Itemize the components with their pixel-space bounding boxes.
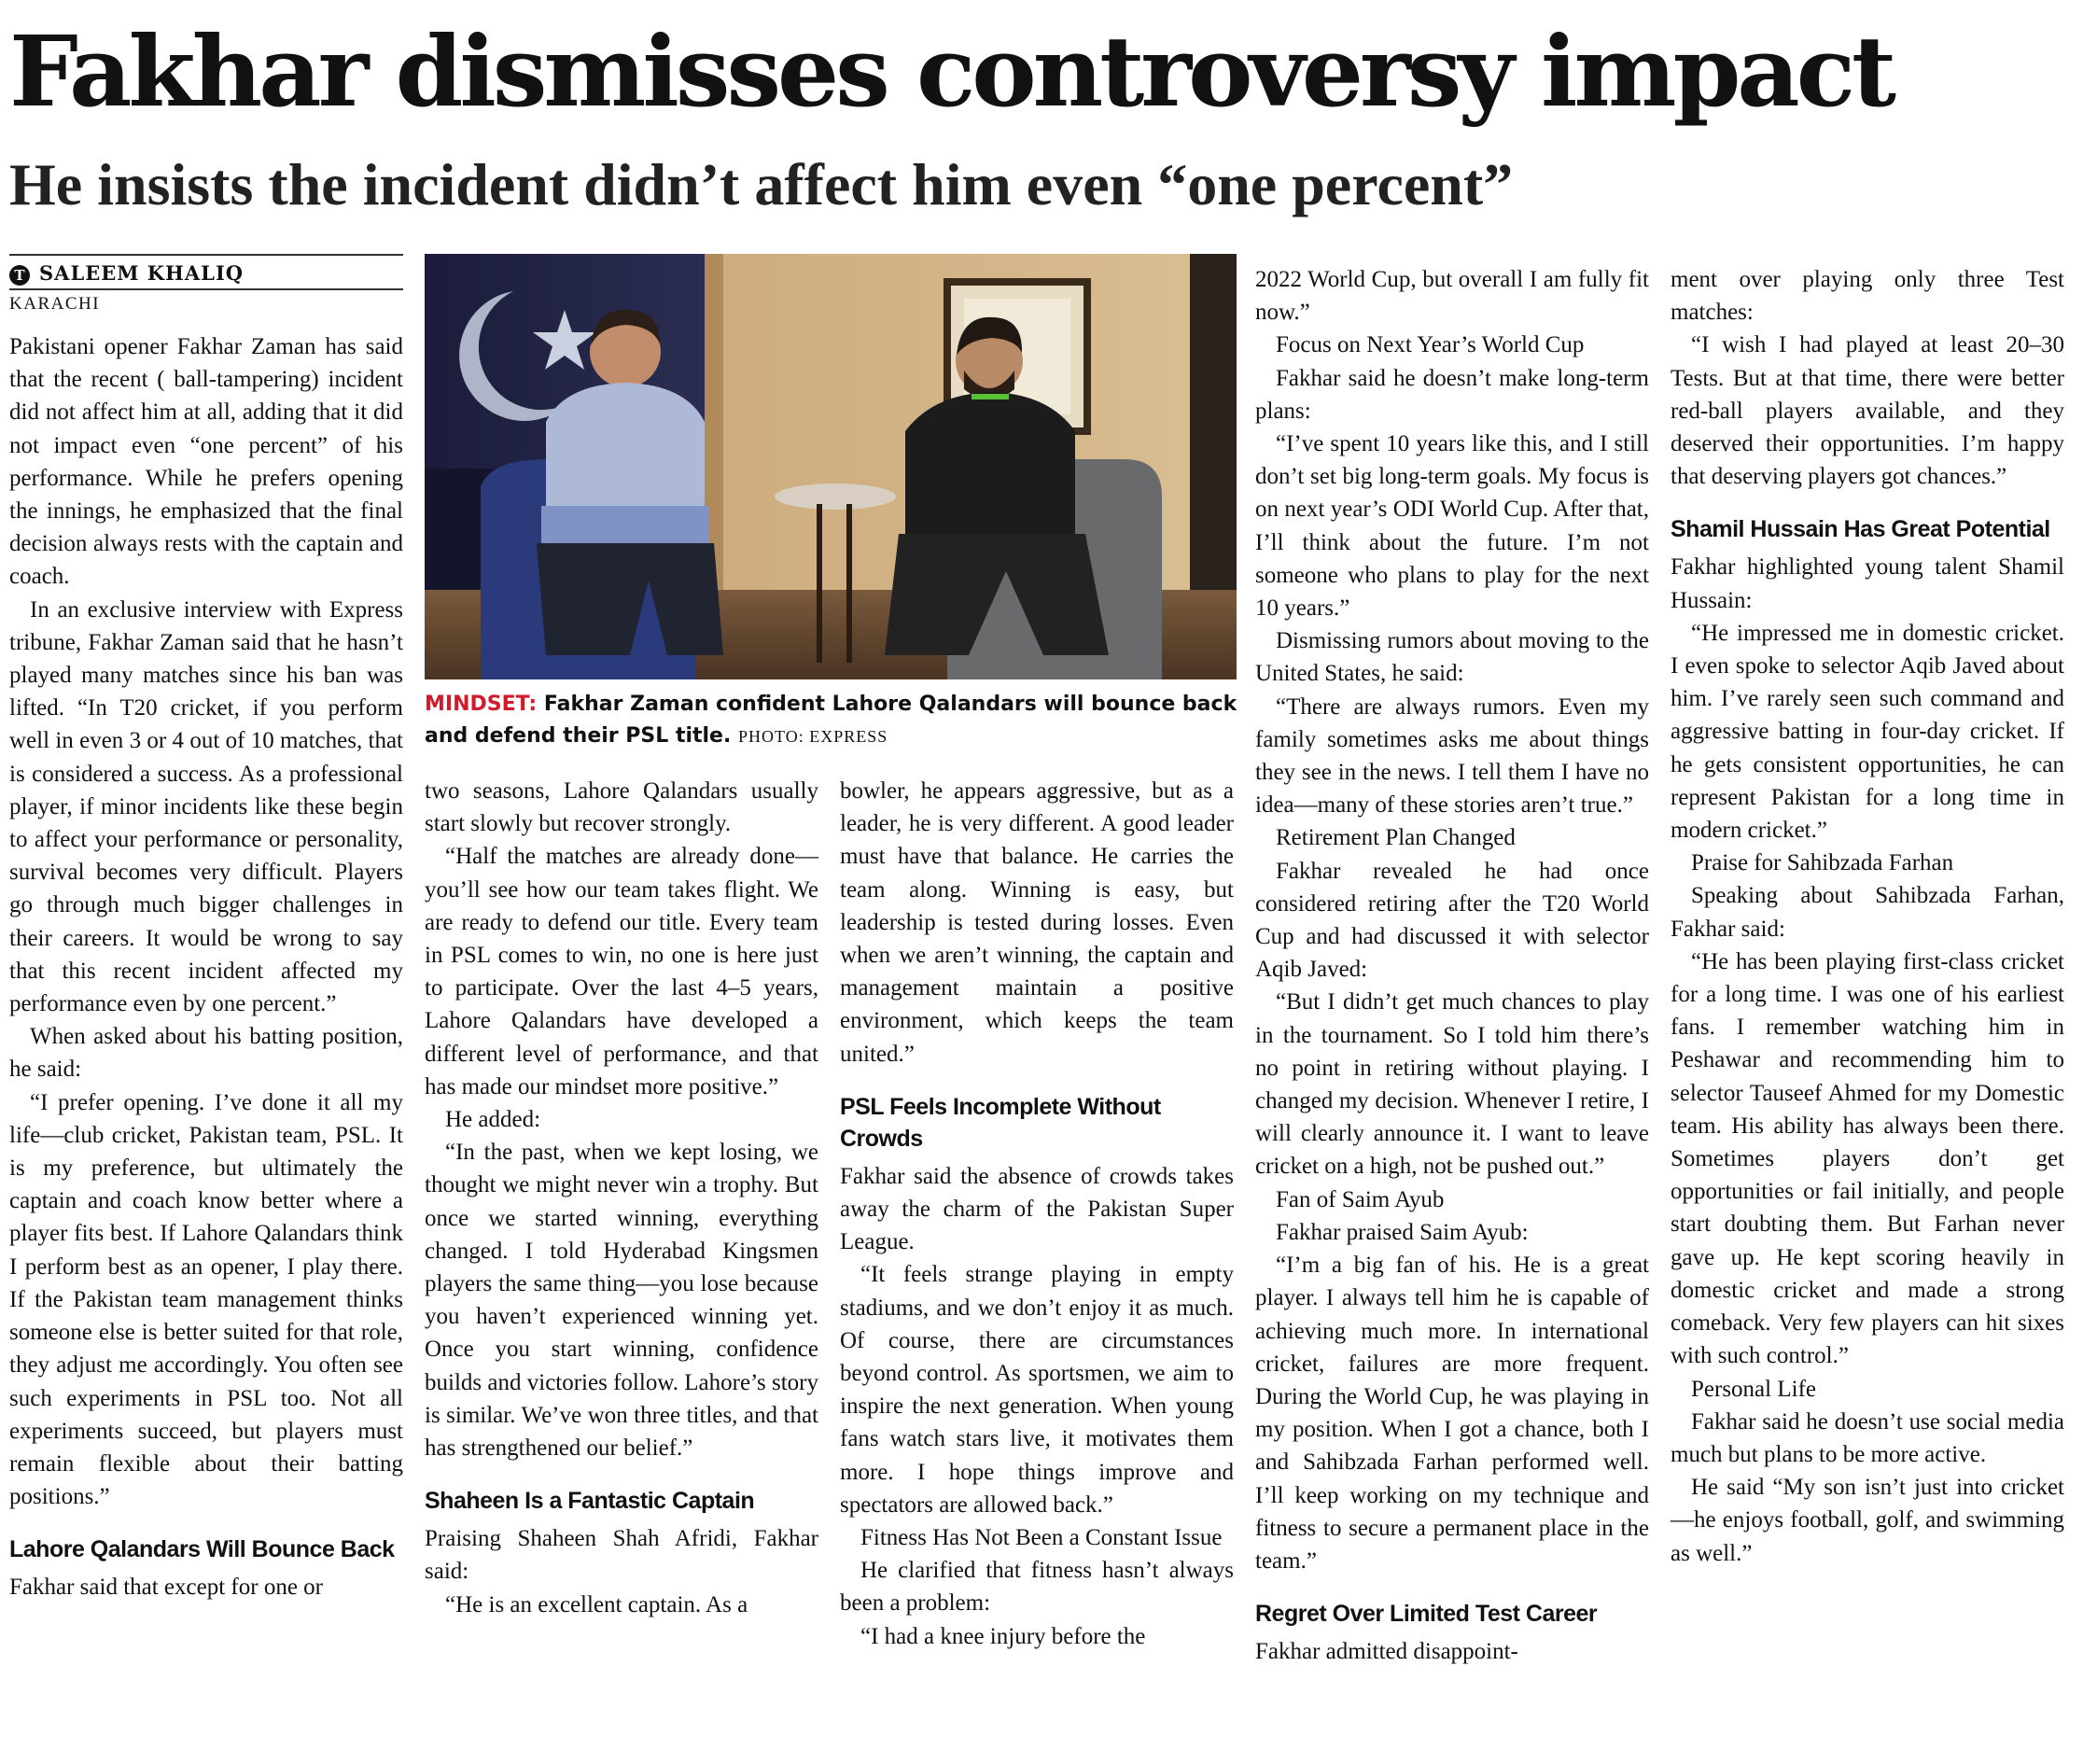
paragraph: “I wish I had played at least 20–30 Tests. But at that time, there were better red-ball players available, and they deserved their opportunities. I’m happy that deserving players got chances.” <box>1671 332 2064 490</box>
dateline: KARACHI <box>9 294 101 314</box>
section-heading: Shamil Hussain Has Great Potential <box>1671 516 2050 543</box>
article-photo <box>425 254 1237 679</box>
subheading: Praise for Sahibzada Farhan <box>1691 850 1954 876</box>
paragraph: “He impressed me in domestic cricket. I even spoke to selector Aqib Javed about him. I’ve rarely seen such command and aggressive batting in four-day cricket. If he gets consistent opportunities, he can represent Pakistan for a long time in modern cricket.” <box>1671 620 2064 844</box>
paragraph: “He has been playing first-class cricket for a long time. I was one of his earliest fans. I remember watching him in Peshawar and recommending him to selector Tauseef Ahmed for my Domestic team. His ability has always been there. Sometimes players don’t get opportunities or fail initially, and people start doubting them. But Farhan never gave up. He kept scoring heavily in domestic cricket and made a strong comeback. Very few players can hit sixes with such control.” <box>1671 948 2064 1369</box>
paragraph: He added: <box>445 1107 541 1133</box>
paragraph: bowler, he appears aggressive, but as a leader, he is very different. A good leader must have that balance. He carries the team along. Winning is easy, but leadership is tested during losses. Even when we aren’t winning, the captain and management maintain a positive environment, which keeps the team united.” <box>840 778 1234 1067</box>
paragraph: He said “My son isn’t just into cricket—he enjoys football, golf, and swimming as well.” <box>1671 1475 2064 1566</box>
caption-kicker: MINDSET: <box>425 693 538 716</box>
paragraph: 2022 World Cup, but overall I am fully fit now.” <box>1255 267 1649 326</box>
section-heading: Shaheen Is a Fantastic Captain <box>425 1488 755 1515</box>
paragraph: “I’m a big fan of his. He is a great player. I always tell him he is capable of achieving much more. In international cricket, failures are more frequent. During the World Cup, he was playing in my position. When I got a chance, both I and Sahibzada Farhan performed well. I’ll keep working on my technique and fitness to secure a permanent place in the team.” <box>1255 1253 1649 1574</box>
paragraph: “He is an excellent captain. As a <box>445 1591 748 1617</box>
paragraph: Fakhar revealed he had once considered retiring after the T20 World Cup and had discussed it with selector Aqib Javed: <box>1255 858 1649 983</box>
subheadline: He insists the incident didn’t affect him even “one percent” <box>9 151 1514 217</box>
byline <box>9 258 403 289</box>
paragraph: ment over playing only three Test matches: <box>1671 267 2064 326</box>
paragraph: Fakhar said he doesn’t make long-term plans: <box>1255 365 1649 424</box>
subheading: Fitness Has Not Been a Constant Issue <box>860 1525 1223 1551</box>
paragraph: He clarified that fitness hasn’t always been a problem: <box>840 1558 1234 1617</box>
paragraph: “In the past, when we kept losing, we thought we might never win a trophy. But once we started winning, everything changed. I told Hyderabad Kingsmen players the same thing—you lose because you haven’t experienced winning yet. Once you start winning, confidence builds and victories follow. Lahore’s story is similar. We’ve won three titles, and that has strengthened our belief.” <box>425 1140 818 1462</box>
subheading: Fan of Saim Ayub <box>1276 1186 1445 1212</box>
paragraph: When asked about his batting position, he said: <box>9 1024 403 1083</box>
column-2 <box>425 775 818 1621</box>
paragraph: Dismissing rumors about moving to the United States, he said: <box>1255 628 1649 687</box>
paragraph: In an exclusive interview with Express tribune, Fakhar Zaman said that he hasn’t played many matches since his ban was lifted. “In T20 cricket, if you perform well in even 3 or 4 out of 10 matches, that is considered a success. As a professional player, if minor incidents like these begin to affect your performance or personality, survival becomes very difficult. Players go through much bigger challenges in their careers. It would be wrong to say that this recent incident affected my performance even by one percent.” <box>9 596 403 1017</box>
byline-top-rule <box>9 254 403 256</box>
paragraph: “But I didn’t get much chances to play in the tournament. So I told him there’s no point in retiring without playing. I changed my decision. Whenever I retire, I will clearly announce it. I want to leave cricket on a high, not be pushed out.” <box>1255 989 1649 1180</box>
column-1 <box>9 330 403 1604</box>
paragraph: Fakhar said that except for one or <box>9 1575 323 1601</box>
paragraph: “There are always rumors. Even my family sometimes asks me about things they see in the news. I tell them I have no idea—many of these stories aren’t true.” <box>1255 693 1649 819</box>
photo-caption <box>425 689 1246 752</box>
byline-author: SALEEM KHALIQ <box>39 261 245 285</box>
paragraph: Pakistani opener Fakhar Zaman has said that the recent ( ball-tampering) incident did not affect him at all, adding that it did not impact even “one percent” of his performance. While he prefers opening the innings, he emphasized that the final decision always rests with the captain and coach. <box>9 334 403 590</box>
subheading: Personal Life <box>1691 1376 1816 1402</box>
paragraph: “I prefer opening. I’ve done it all my life—club cricket, Pakistan team, PSL. It is my preference, but ultimately the captain and coach know better where a player fits best. If Lahore Qalandars think I perform best as an opener, I play there. If the Pakistan team management thinks someone else is better suited for that role, they adjust me accordingly. You often see such experiments in PSL too. Not all experiments succeed, but players must remain flexible about their batting positions.” <box>9 1089 403 1510</box>
subheading: Focus on Next Year’s World Cup <box>1276 332 1585 358</box>
paragraph: Speaking about Sahibzada Farhan, Fakhar said: <box>1671 883 2064 942</box>
headline: Fakhar dismisses controversy impact <box>9 14 1894 129</box>
section-heading: Regret Over Limited Test Career <box>1255 1601 1598 1628</box>
column-3 <box>840 775 1234 1653</box>
photo-credit: PHOTO: EXPRESS <box>738 727 888 746</box>
section-heading: PSL Feels Incomplete Without Crowds <box>840 1093 1161 1152</box>
paragraph: Fakhar praised Saim Ayub: <box>1276 1219 1529 1245</box>
paragraph: Fakhar highlighted young talent Shamil Hussain: <box>1671 554 2064 613</box>
paragraph: Fakhar admitted disappoint- <box>1255 1639 1518 1665</box>
paragraph: “I’ve spent 10 years like this, and I still don’t set big long-term goals. My focus is on next year’s ODI World Cup. After that, I’ll think about the future. I’m not someone who plans to play for the next 10 years.” <box>1255 431 1649 622</box>
tribune-logo-icon: T <box>9 265 30 286</box>
paragraph: “It feels strange playing in empty stadiums, and we don’t enjoy it as much. Of course, there are circumstances beyond control. As sportsmen, we aim to inspire the next generation. When young fans watch stars live, it motivates them more. I hope things improve and spectators are allowed back.” <box>840 1262 1234 1518</box>
paragraph: Fakhar said he doesn’t use social media much but plans to be more active. <box>1671 1408 2064 1467</box>
column-4 <box>1255 263 1649 1668</box>
paragraph: “I had a knee injury before the <box>860 1623 1146 1649</box>
subheading: Retirement Plan Changed <box>1276 825 1516 851</box>
paragraph: “Half the matches are already done—you’ll see how our team takes flight. We are ready to defend our title. Every team in PSL comes to win, no one is here just to participate. Over the last 4–5 years, Lahore Qalandars have developed a different level of performance, and that has made our mindset more positive.” <box>425 844 818 1099</box>
paragraph: Fakhar said the absence of crowds takes away the charm of the Pakistan Super League. <box>840 1163 1234 1255</box>
byline-bottom-rule <box>9 288 403 290</box>
column-5 <box>1671 263 2064 1570</box>
paragraph: two seasons, Lahore Qalandars usually start slowly but recover strongly. <box>425 778 818 837</box>
section-heading: Lahore Qalandars Will Bounce Back <box>9 1536 395 1563</box>
caption-text: Fakhar Zaman confident Lahore Qalandars will bounce back and defend their PSL title. <box>425 693 1237 748</box>
paragraph: Praising Shaheen Shah Afridi, Fakhar said: <box>425 1526 818 1585</box>
